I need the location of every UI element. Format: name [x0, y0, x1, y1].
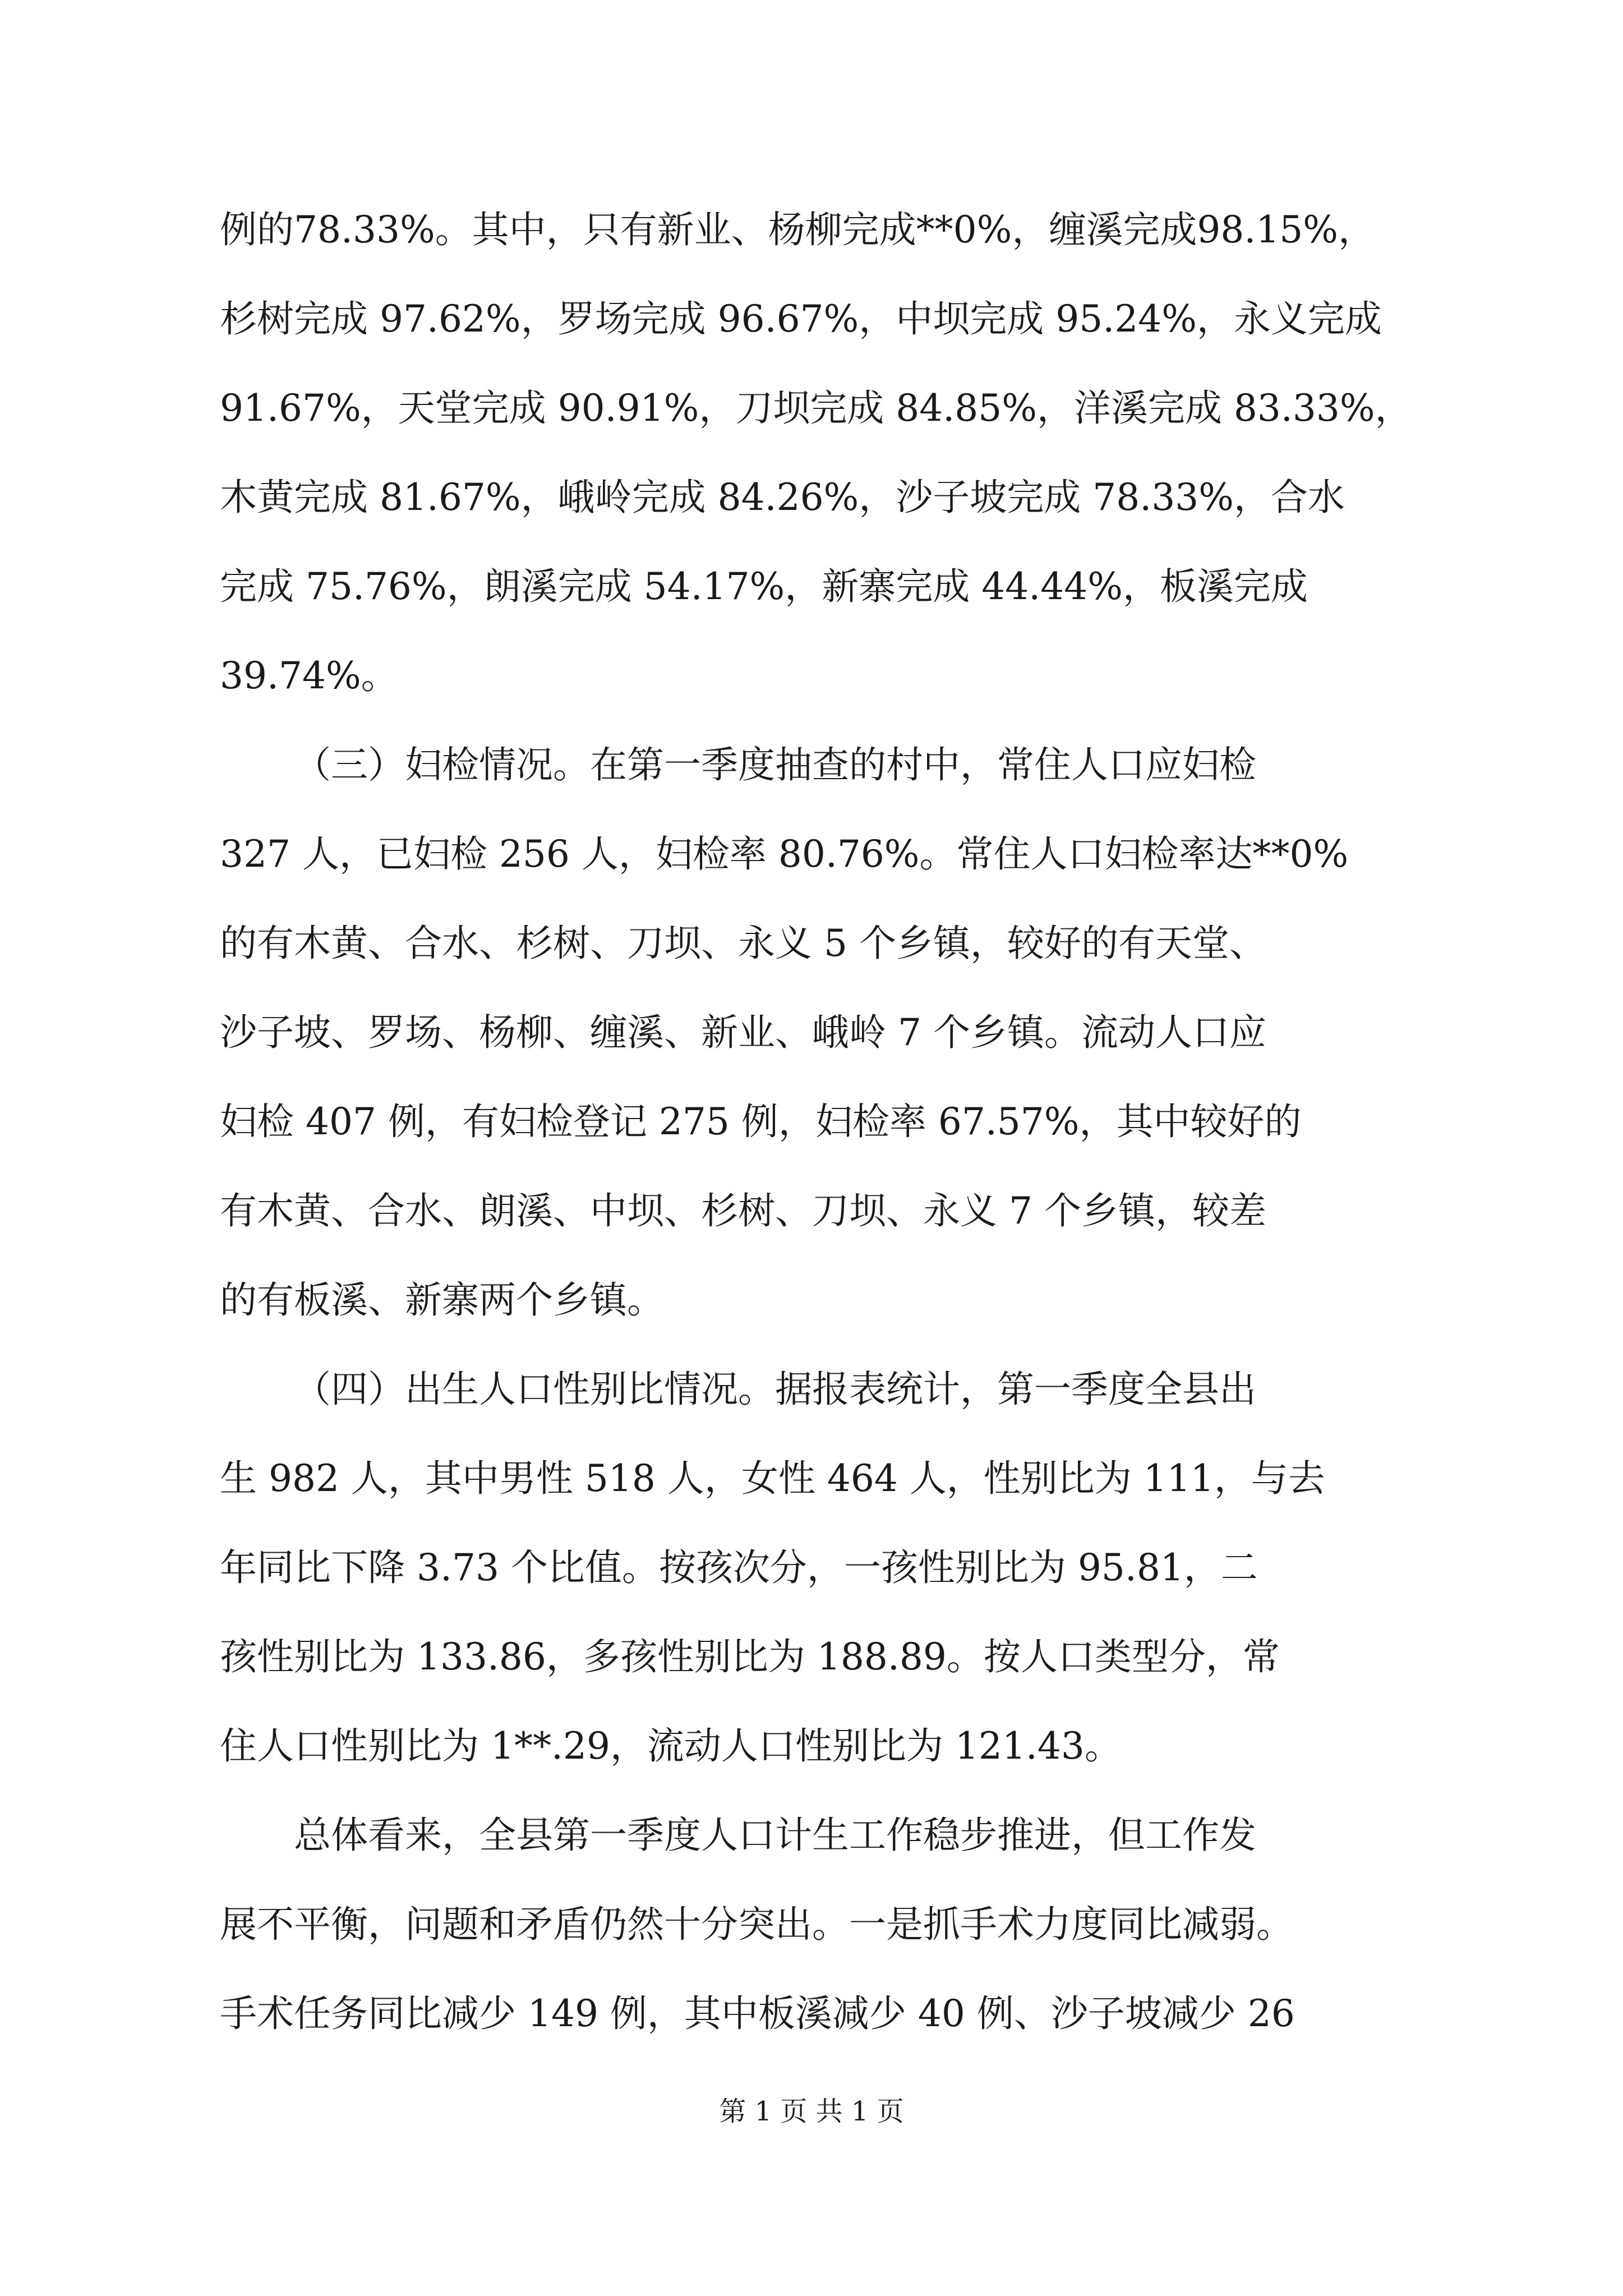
- text-line: 孩性别比为 133.86，多孩性别比为 188.89。按人口类型分，常: [220, 1635, 1280, 1678]
- text-line: 完成 75.76%，朗溪完成 54.17%，新寨完成 44.44%，板溪完成: [220, 565, 1308, 608]
- text-line: 91.67%，天堂完成 90.91%，刀坝完成 84.85%，洋溪完成 83.33%，: [220, 386, 1412, 430]
- text-line: 39.74%。: [220, 654, 398, 697]
- text-line: 木黄完成 81.67%，峨岭完成 84.26%，沙子坡完成 78.33%，合水: [220, 476, 1345, 519]
- text-line: 例的78.33%。其中，只有新业、杨柳完成**0%，缠溪完成98.15%，: [220, 208, 1376, 251]
- text-line: 有木黄、合水、朗溪、中坝、杉树、刀坝、永义 7 个乡镇，较差: [220, 1189, 1266, 1232]
- paragraph-4-first-line: （四）出生人口性别比情况。据报表统计，第一季度全县出: [294, 1368, 1256, 1411]
- summary-first-line: 总体看来，全县第一季度人口计生工作稳步推进，但工作发: [294, 1814, 1256, 1857]
- text-line: 生 982 人，其中男性 518 人，女性 464 人，性别比为 111，与去: [220, 1457, 1325, 1500]
- page-footer: 第 1 页 共 1 页: [719, 2096, 904, 2127]
- text-line: 沙子坡、罗场、杨柳、缠溪、新业、峨岭 7 个乡镇。流动人口应: [220, 1011, 1266, 1054]
- document-body: [220, 185, 1412, 2058]
- text-line: 年同比下降 3.73 个比值。按孩次分，一孩性别比为 95.81，二: [220, 1546, 1258, 1589]
- text-line: 327 人，已妇检 256 人，妇检率 80.76%。常住人口妇检率达**0%: [220, 832, 1349, 876]
- text-line: 妇检 407 例，有妇检登记 275 例，妇检率 67.57%，其中较好的: [220, 1100, 1302, 1143]
- text-line: 展不平衡，问题和矛盾仍然十分突出。一是抓手术力度同比减弱。: [220, 1903, 1293, 1946]
- text-line: 手术任务同比减少 149 例，其中板溪减少 40 例、沙子坡减少 26: [220, 1992, 1295, 2035]
- paragraph-3-first-line: （三）妇检情况。在第一季度抽查的村中，常住人口应妇检: [294, 743, 1256, 786]
- text-line: 住人口性别比为 1**.29，流动人口性别比为 121.43。: [220, 1724, 1122, 1768]
- text-line: 杉树完成 97.62%，罗场完成 96.67%，中坝完成 95.24%，永义完成: [220, 297, 1382, 341]
- text-line: 的有板溪、新寨两个乡镇。: [220, 1278, 664, 1322]
- text-line: 的有木黄、合水、杉树、刀坝、永义 5 个乡镇，较好的有天堂、: [220, 922, 1266, 965]
